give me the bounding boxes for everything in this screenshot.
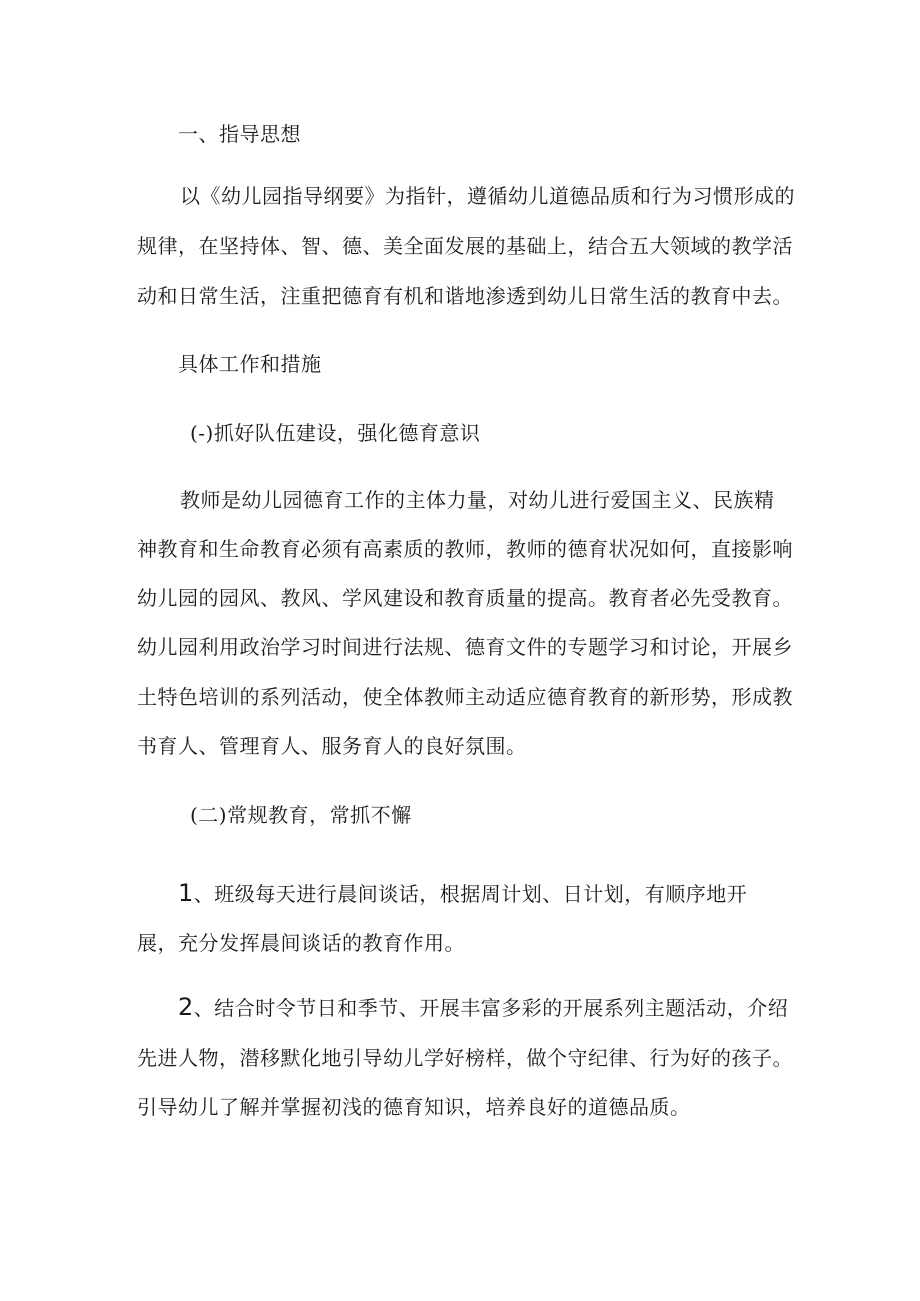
subsection-heading-routine-education: (二)常规教育，常抓不懈 [190, 803, 412, 827]
paragraph-line: 展，充分发挥晨间谈话的教育作用。 [137, 931, 465, 955]
list-item-text: 、班级每天进行晨间谈话，根据周计划、日计划，有顺序地开 [193, 882, 748, 906]
section-heading-guiding-ideology: 一、指导思想 [178, 122, 301, 146]
paragraph-line: 幼儿园利用政治学习时间进行法规、德育文件的专题学习和讨论，开展乡 [137, 635, 793, 659]
paragraph-line: 土特色培训的系列活动，使全体教师主动适应德育教育的新形势，形成教 [137, 685, 793, 709]
paragraph-line: 先进人物，潜移默化地引导幼儿学好榜样，做个守纪律、行为好的孩子。 [137, 1046, 793, 1070]
section-heading-specific-work: 具体工作和措施 [178, 352, 322, 376]
paragraph-line: 教师是幼儿园德育工作的主体力量，对幼儿进行爱国主义、民族精 [180, 488, 775, 512]
list-item-1 [178, 880, 747, 907]
subsection-heading-team-building: (-)抓好队伍建设，强化德育意识 [190, 421, 481, 445]
paragraph-line: 神教育和生命教育必须有高素质的教师，教师的德育状况如何，直接影响 [137, 537, 793, 561]
list-item-number: 1 [178, 879, 194, 907]
list-item-number: 2 [178, 993, 194, 1021]
list-item-2 [178, 994, 788, 1021]
list-item-text: 、结合时令节日和季节、开展丰富多彩的开展系列主题活动，介绍 [193, 996, 789, 1020]
paragraph-line: 引导幼儿了解并掌握初浅的德育知识，培养良好的道德品质。 [137, 1095, 691, 1119]
paragraph-line: 幼儿园的园风、教风、学风建设和教育质量的提高。教育者必先受教育。 [137, 586, 793, 610]
paragraph-line: 书育人、管理育人、服务育人的良好氛围。 [137, 734, 527, 758]
paragraph-line: 动和日常生活，注重把德育有机和谐地渗透到幼儿日常生活的教育中去。 [137, 284, 793, 308]
paragraph-line: 以《幼儿园指导纲要》为指针，遵循幼儿道德品质和行为习惯形成的 [180, 184, 795, 208]
paragraph-line: 规律，在坚持体、智、德、美全面发展的基础上，结合五大领域的教学活 [137, 234, 793, 258]
